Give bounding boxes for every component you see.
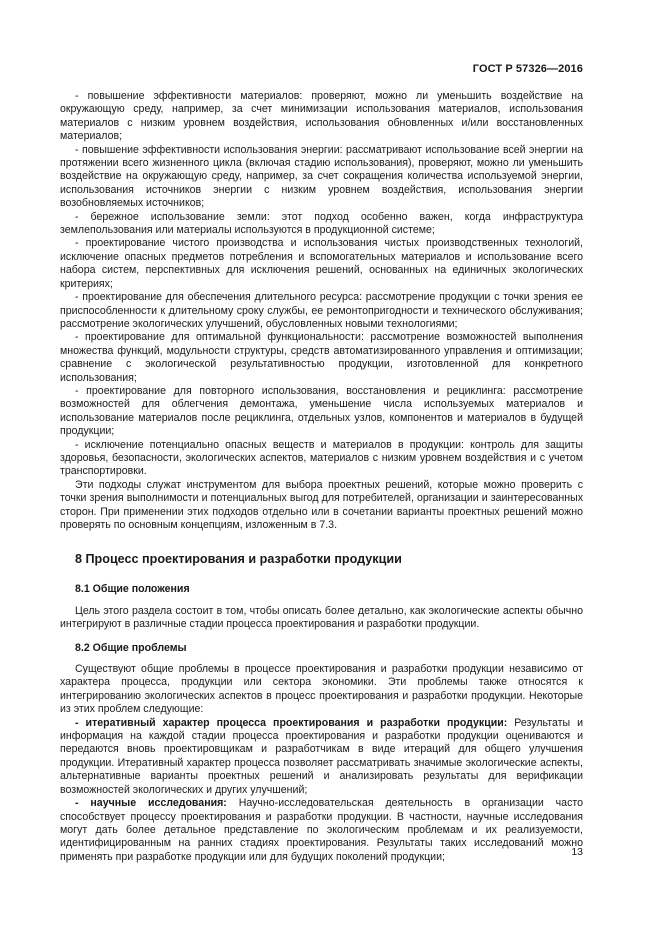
list-item: - проектирование для обеспечения длительного ресурса: рассмотрение продукции с точки зрения ее приспособленности к длительному сроку службы, ее ремонтопригодности и технического обслуживания; рассмотрение экологических улучшений, обусловленных новыми технологиями; [60, 291, 583, 330]
list-item: - повышение эффективности материалов: проверяют, можно ли уменьшить воздействие на окружающую среду, например, за счет минимизации использования материалов, использования материалов с низким уровнем воздействия, использования обновленных и/или восстановленных материалов; [60, 90, 583, 143]
list-item [60, 797, 583, 864]
term-text: Научно-исследовательская деятельность в организации часто способствует процессу проектирования и разработки продукции. В частности, научные исследования могут дать более детальное представление по экологическим проблемам и их реализуемости, идентифицированным на ранних стадиях проектирования. Результаты таких исследований можно применять при разработке продукции или для будущих поколений продукции; [60, 797, 583, 863]
paragraph: Эти подходы служат инструментом для выбора проектных решений, которые можно проверить с точки зрения выполнимости и потенциальных выгод для потребителей, организации и заинтересованных сторон. При применении этих подходов отдельно или в сочетании варианты проектных решений можно проверять по основным концепциям, изложенным в 7.3. [60, 478, 583, 531]
list-item: - повышение эффективности использования энергии: рассматривают использование всей энергии на протяжении всего жизненного цикла (включая стадию использования), проверяют, можно ли уменьшить воздействие на окружающую среду, например, за счет сокращения количества используемой энергии, использования источников энергии с низким уровнем воздействия, использования энергии возобновляемых источников; [60, 143, 583, 210]
list-item [60, 717, 583, 797]
subsection-heading: 8.1 Общие положения [75, 583, 190, 596]
document-header: ГОСТ Р 57326—2016 [472, 63, 583, 75]
page-content [60, 90, 583, 864]
paragraph: Цель этого раздела состоит в том, чтобы описать более детально, как экологические аспекты обычно интегрируют в различные стадии процесса проектирования и разработки продукции. [60, 604, 583, 631]
page-number: 13 [571, 846, 583, 858]
list-item: - проектирование для оптимальной функциональности: рассмотрение возможностей выполнения множества функций, модульности структуры, средств автоматизированного управления и оптимизации; сравнение с экологической результативностью продукции, изготовленной для конкретного использования; [60, 331, 583, 384]
list-item: - проектирование чистого производства и использования чистых производственных технологий, исключение опасных предметов потребления и вспомогательных материалов и использование всего набора систем, перспективных для исключения решений, основанных на единичных экологических критериях; [60, 237, 583, 290]
list-item: - бережное использование земли: этот подход особенно важен, когда инфраструктура землепользования или материалы используются в продукционной системе; [60, 210, 583, 237]
list-item: - проектирование для повторного использования, восстановления и рециклинга: рассмотрение возможностей для облегчения демонтажа, уменьшение числа используемых материалов и использование материалов после рециклинга, отдельных узлов, компонентов и материалов в будущей продукции; [60, 384, 583, 438]
subsection-heading: 8.2 Общие проблемы [75, 641, 187, 654]
term-lead: - итеративный характер процесса проектирования и разработки продукции: [75, 716, 508, 729]
section-heading: 8 Процесс проектирования и разработки продукции [75, 552, 402, 567]
paragraph: Существуют общие проблемы в процессе проектирования и разработки продукции независимо от характера процесса, продукции или сектора экономики. Эти проблемы также относятся к интегрированию экологических аспектов в процесс проектирования и разработки продукции. Некоторые из этих проблем следующие: [60, 663, 583, 716]
list-item: - исключение потенциально опасных веществ и материалов в продукции: контроль для защиты здоровья, безопасности, экологических аспектов, материалов с низким уровнем воздействия и с учетом транспортировки. [60, 438, 583, 478]
term-text: Результаты и информация на каждой стадии процесса проектирования и разработки продукции оцениваются и передаются вновь проектировщикам и разработчикам в виде итераций для общего улучшения продукции. Итеративный характер процесса позволяет рассматривать значимые экологические аспекты, альтернативные варианты проектных решений и анализировать результаты для верификации возможностей экологических и других улучшений; [60, 716, 583, 796]
term-lead: - научные исследования: [75, 797, 227, 810]
